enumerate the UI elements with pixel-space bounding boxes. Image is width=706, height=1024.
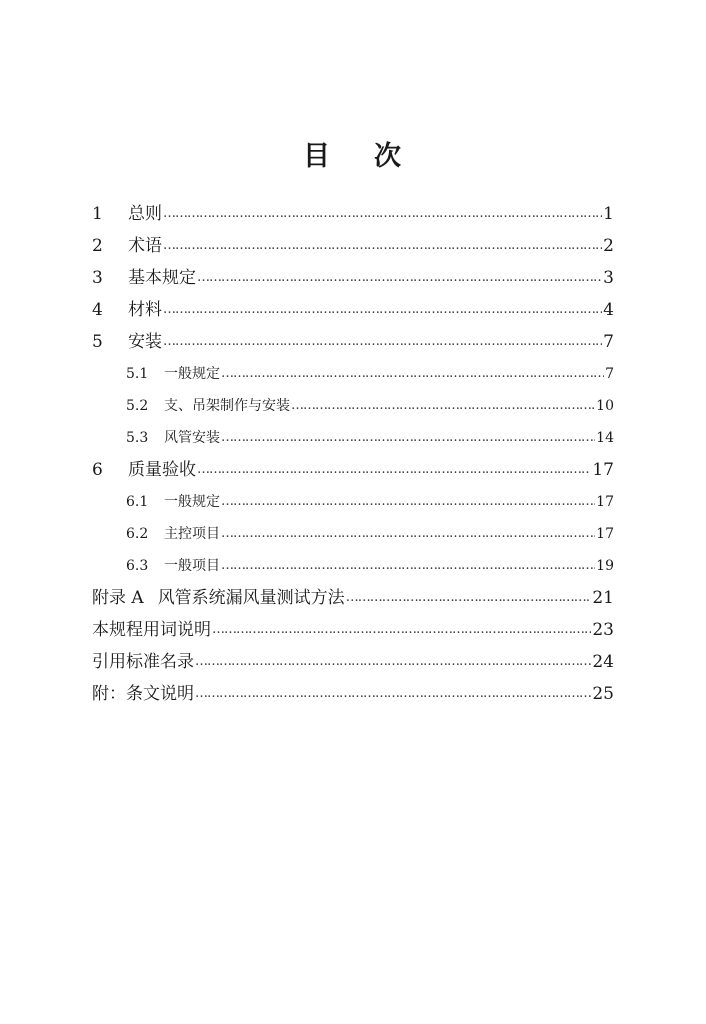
toc-entry[interactable] [92,580,614,612]
dot-leader [212,616,591,644]
toc-entry-number: 6.1 [126,494,149,510]
dot-leader [291,392,595,420]
dot-leader [221,424,595,452]
toc-entry-label: 材料 [128,300,162,320]
dot-leader [221,360,604,388]
toc-entry-number: 附录 A [92,588,144,608]
toc-entry[interactable] [92,420,614,452]
toc-entry-label: 一般项目 [164,558,220,574]
dot-leader [221,552,595,580]
toc-entry-number: 6.2 [126,526,149,542]
toc-entry-page: 23 [592,620,614,640]
toc-entry-label: 附：条文说明 [92,684,194,704]
toc-entry-page: 2 [603,236,614,256]
toc-entry[interactable] [92,356,614,388]
toc-entry-number: 1 [92,204,103,224]
dot-leader [197,456,591,484]
toc-entry-label: 基本规定 [128,268,196,288]
dot-leader [163,328,602,356]
dot-leader [221,488,595,516]
toc-entry-page: 14 [596,430,614,446]
title-char-2: 次 [374,141,403,172]
toc-entry-number: 4 [92,300,103,320]
dot-leader [163,200,602,228]
toc-entry[interactable] [92,452,614,484]
toc-entry-number: 5.1 [126,366,149,382]
toc-entry-label: 风管系统漏风量测试方法 [157,588,345,608]
toc-entry[interactable] [92,196,614,228]
page-title [0,134,706,173]
dot-leader [197,264,602,292]
toc-entry[interactable] [92,388,614,420]
toc-entry-label: 术语 [128,236,162,256]
toc-entry[interactable] [92,676,614,708]
toc-entry-page: 7 [603,332,614,352]
toc-entry-page: 17 [596,526,614,542]
toc-entry-number: 2 [92,236,103,256]
toc-entry-label: 安装 [128,332,162,352]
toc-entry-page: 24 [592,652,614,672]
toc-entry-page: 17 [592,460,614,480]
toc-entry-page: 21 [592,588,614,608]
dot-leader [163,232,602,260]
toc-entry-number: 5.3 [126,430,149,446]
toc-entry[interactable] [92,260,614,292]
toc-entry-label: 风管安装 [164,430,220,446]
toc-entry-number: 3 [92,268,103,288]
toc-entry-label: 质量验收 [128,460,196,480]
toc-entry[interactable] [92,516,614,548]
toc-entry[interactable] [92,484,614,516]
toc-entry-label: 总则 [128,204,162,224]
toc-entry[interactable] [92,292,614,324]
toc-entry-number: 6 [92,460,103,480]
toc-entry-page: 10 [596,398,614,414]
toc-entry-label: 本规程用词说明 [92,620,211,640]
toc-entry-page: 1 [603,204,614,224]
table-of-contents [92,196,614,708]
dot-leader [163,296,602,324]
toc-entry-label: 支、吊架制作与安装 [164,398,290,414]
toc-entry[interactable] [92,644,614,676]
toc-entry-label: 主控项目 [164,526,220,542]
toc-entry[interactable] [92,612,614,644]
dot-leader [195,680,591,708]
toc-entry-page: 19 [596,558,614,574]
toc-entry-label: 一般规定 [164,366,220,382]
toc-entry-page: 25 [592,684,614,704]
dot-leader [195,648,591,676]
toc-entry-number: 6.3 [126,558,149,574]
toc-entry-page: 7 [605,366,614,382]
toc-entry-label: 一般规定 [164,494,220,510]
toc-entry-page: 3 [603,268,614,288]
dot-leader [346,584,592,612]
toc-entry[interactable] [92,548,614,580]
toc-entry-page: 17 [596,494,614,510]
dot-leader [221,520,595,548]
toc-entry[interactable] [92,324,614,356]
toc-entry[interactable] [92,228,614,260]
toc-entry-label: 引用标准名录 [92,652,194,672]
toc-entry-number: 5.2 [126,398,149,414]
toc-entry-number: 5 [92,332,103,352]
toc-entry-page: 4 [603,300,614,320]
title-char-1: 目 [303,141,332,172]
